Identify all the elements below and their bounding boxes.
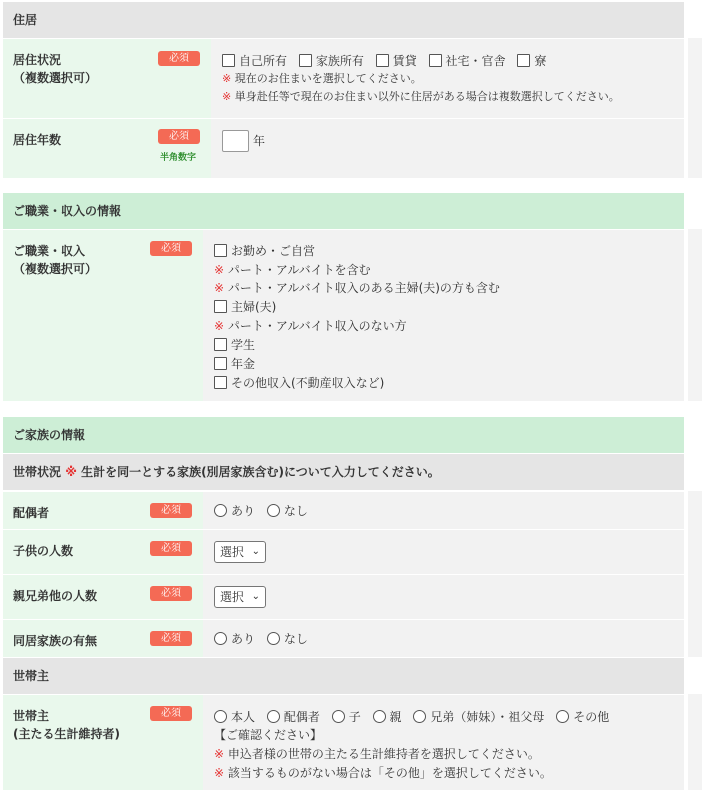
years-unit-label: 年 [253,134,266,148]
radio-parent[interactable]: 親 [373,710,402,724]
radio[interactable] [332,710,345,723]
radio-child[interactable]: 子 [332,710,361,724]
value-cell [211,119,684,178]
cohabit-label: 同居家族の有無 [13,634,98,648]
relatives-count-select[interactable]: 選択 ⌄ [214,586,266,608]
children-count-select[interactable]: 選択 ⌄ [214,541,266,563]
label-cell [3,530,203,574]
checkbox[interactable] [214,300,227,313]
required-badge: 必須 [150,241,192,256]
row-children [3,529,684,574]
residence-status-label: 居住状況 [13,53,62,67]
householder-label: 世帯主 [13,709,50,723]
label-cell [3,230,203,401]
option-employed[interactable]: お勤め・ご自営 [214,242,315,260]
option-dormitory[interactable]: 寮 [517,54,546,68]
radio[interactable] [267,504,280,517]
residence-status-options [222,52,554,70]
householder-sublabel: (主たる生計維持者) [13,727,120,741]
required-badge: 必須 [150,706,192,721]
radio-cohabit-yes[interactable]: あり [214,632,255,646]
row-residence-status [3,38,684,118]
row-residence-years [3,118,684,178]
householder-options [214,708,617,726]
radio[interactable] [267,632,280,645]
occupation-note-1: ※ パート・アルバイトを含む [214,263,371,277]
residence-note-1: ※ 現在のお住まいを選択してください。 [222,72,422,85]
occupation-note-3: ※ パート・アルバイト収入のない方 [214,319,407,333]
option-rental[interactable]: 賃貸 [376,54,417,68]
option-own[interactable]: 自己所有 [222,54,287,68]
value-cell [203,530,684,574]
side-strip [688,229,702,401]
value-cell [203,230,684,401]
option-student[interactable]: 学生 [214,336,255,354]
cohabit-options [214,630,316,648]
option-homemaker[interactable]: 主婦(夫) [214,298,276,316]
side-strip [688,694,702,790]
checkbox[interactable] [222,54,235,67]
relatives-label: 親兄弟他の人数 [13,589,98,603]
sub-header-household-status: 世帯状況 ※ 生計を同一とする家族(別居家族含む)について入力してください。 [3,454,684,490]
label-cell [3,39,211,118]
option-company-housing[interactable]: 社宅・官舎 [429,54,506,68]
residence-years-input[interactable] [222,130,249,152]
value-cell [203,695,684,790]
radio[interactable] [214,710,227,723]
radio-sibling-grandparent[interactable]: 兄弟（姉妹）・祖父母 [413,710,544,724]
householder-confirm: 【ご確認ください】 [214,728,323,742]
label-cell [3,695,203,790]
radio-spouse-no[interactable]: なし [267,504,308,518]
value-cell [203,575,684,619]
section-header-family: ご家族の情報 [3,417,684,453]
occupation-sublabel: （複数選択可） [13,262,98,276]
spouse-label: 配偶者 [13,506,50,520]
row-cohabiting-family [3,619,684,657]
option-family-owned[interactable]: 家族所有 [299,54,364,68]
row-spouse [3,491,684,529]
section-header-occupation: ご職業・収入の情報 [3,193,684,229]
label-cell [3,492,203,529]
spouse-options [214,502,316,520]
option-pension[interactable]: 年金 [214,355,255,373]
checkbox[interactable] [429,54,442,67]
half-width-digits-hint: 半角数字 [160,153,197,163]
radio-spouse-yes[interactable]: あり [214,504,255,518]
section-header-residence: 住居 [3,2,684,38]
radio-self[interactable]: 本人 [214,710,255,724]
checkbox[interactable] [517,54,530,67]
row-householder [3,694,684,790]
radio-spouse[interactable]: 配偶者 [267,710,320,724]
occupation-note-2: ※ パート・アルバイト収入のある主婦(夫)の方も含む [214,281,500,295]
label-cell [3,575,203,619]
option-other-income[interactable]: その他収入(不動産収入など) [214,374,384,392]
value-cell [203,492,684,529]
radio[interactable] [214,504,227,517]
checkbox[interactable] [214,357,227,370]
required-badge: 必須 [150,586,192,601]
radio[interactable] [267,710,280,723]
radio[interactable] [373,710,386,723]
radio[interactable] [413,710,426,723]
radio[interactable] [214,632,227,645]
householder-note-2: ※ 該当するものがない場合は「その他」を選択してください。 [214,766,552,780]
required-badge: 必須 [150,541,192,556]
chevron-down-icon: ⌄ [251,546,260,557]
children-label: 子供の人数 [13,544,74,558]
sub-header-householder: 世帯主 [3,658,684,694]
residence-note-2: ※ 単身赴任等で現在のお住まい以外に住居がある場合は複数選択してください。 [222,90,620,103]
radio-cohabit-no[interactable]: なし [267,632,308,646]
chevron-down-icon: ⌄ [251,591,260,602]
label-cell [3,620,203,657]
householder-note-1: ※ 申込者様の世帯の主たる生計維持者を選択してください。 [214,747,540,761]
required-badge: 必須 [150,503,192,518]
checkbox[interactable] [214,376,227,389]
row-relatives [3,574,684,619]
value-cell [203,620,684,657]
checkbox[interactable] [299,54,312,67]
occupation-label: ご職業・収入 [13,244,86,258]
row-occupation [3,229,684,401]
checkbox[interactable] [214,244,227,257]
required-badge: 必須 [158,51,200,66]
required-badge: 必須 [150,631,192,646]
side-strip [688,38,702,178]
radio-other[interactable]: その他 [556,710,609,724]
radio[interactable] [556,710,569,723]
required-badge: 必須 [158,129,200,144]
residence-years-label: 居住年数 [13,133,62,147]
side-strip [688,491,702,657]
checkbox[interactable] [376,54,389,67]
label-cell [3,119,211,178]
residence-status-sublabel: （複数選択可） [13,71,98,85]
checkbox[interactable] [214,338,227,351]
value-cell [211,39,684,118]
